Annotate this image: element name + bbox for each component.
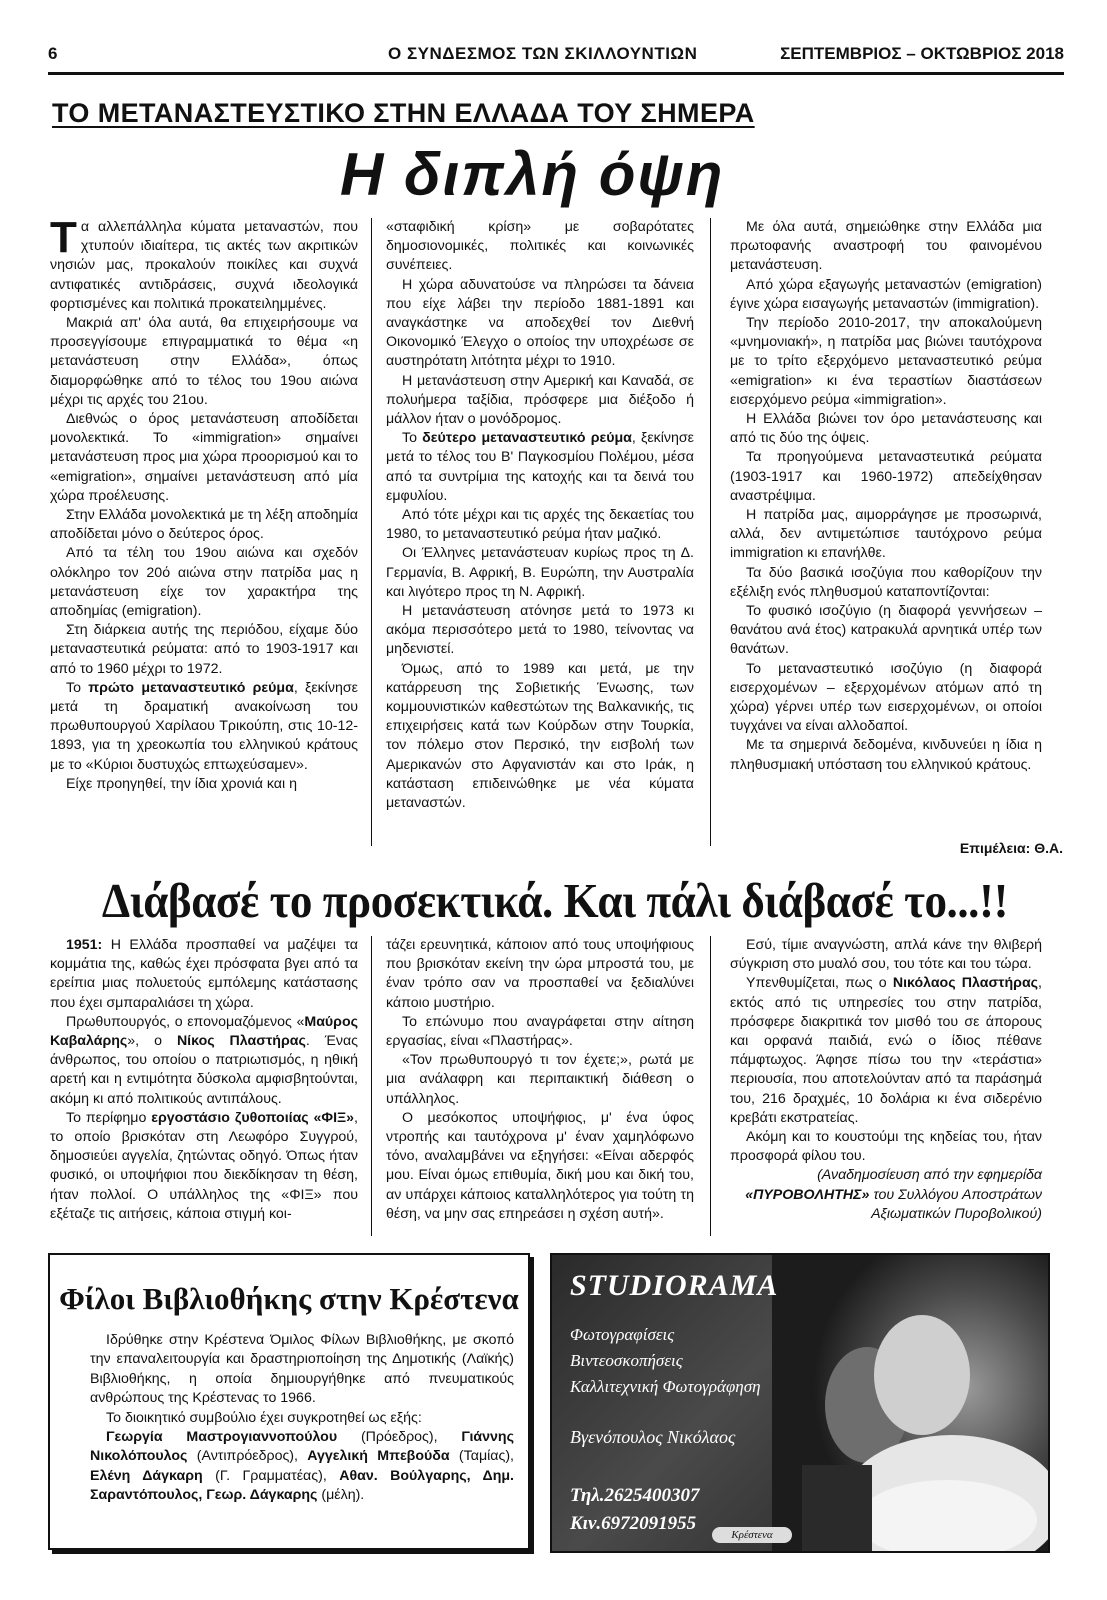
article2-column-2 [386,936,694,1224]
text: , το οποίο βρισκόταν στη Λεωφόρο Συγγρού, δημοσιεύει αγγελία, ζητώντας οδηγό. Όπως ήταν φυσικό, οι υποψήφιοι που διεκδίκησαν τη θέση, ήταν πολλοί. Ο υπάλληλος της «ΦΙΞ» που εξέταζε τις αιτήσεις, κάποια στιγμή κοι- [50,1109,358,1222]
paragraph: α αλλεπάλληλα κύματα μεταναστών, που χτυπούν ιδιαίτερα, τις ακτές των ακριτικών νησιών μας, προκαλούν ποικίλες και συχνά αντιφατικές αντιδράσεις, συχνά ιδεολογικά φορτισμένες και πολιτικά προκατειλημμένες. [50,219,358,312]
paragraph [50,679,358,775]
paragraph: Είχε προηγηθεί, την ίδια χρονιά και η [66,775,297,792]
text: Το περίφημο [66,1109,152,1126]
studiorama-advertisement [550,1253,1050,1553]
bold-text: Νικόλαος Πλαστήρας [892,975,1039,992]
article2-column-3 [730,936,1042,1224]
bold-text: Νίκος Πλαστήρας [176,1033,306,1050]
member-name: Ελένη Δάγκαρη [90,1467,203,1484]
paragraph: τάζει ερευνητικά, κάποιον από τους υποψήφιους που βρισκόταν εκείνη την ώρα μπροστά του, με έναν τρόπο σαν να προσπαθεί να ξεδιαλύνει κάποιο μυστήριο. [386,937,694,1011]
paragraph: Μακριά απ' όλα αυτά, θα επιχειρήσουμε να προσεγγίσουμε επιγραμματικά το θέμα «η μετανάστευση στην Ελλάδα», όπως διαμορφώθηκε από το τέλος του 19ου αιώνα μέχρι τις αρχές του 21ου. [50,315,358,408]
paragraph: Εσύ, τίμιε αναγνώστη, απλά κάνε την θλιβερή σύγκριση στο μυαλό σου, του τότε και του τώρα. [730,937,1042,973]
bold-text: Μαύρος Καβαλάρης [50,1013,358,1050]
paragraph: Από τα τέλη του 19ου αιώνα και σχεδόν ολόκληρο τον 20ό αιώνα στην πατρίδα μας η μετανάστευση είχε τον χαρακτήρα της αποδημίας (emigration). [50,545,358,620]
member-role: (Αντιπρόεδρος), [187,1448,308,1465]
text: Η Ελλάδα προσπαθεί να μαζέψει τα κομμάτια της, καθώς έχει πρόσφατα βγει από τα ερείπια μιας πολυετούς εμπόλεμης κατάστασης που έχει σμπαραλιάσει τη χώρα. [50,937,358,1011]
page-number: 6 [48,44,58,63]
text: , ξεκίνησε μετά το τέλος του Β' Παγκοσμίου Πολέμου, μέσα από τα συντρίμια της κατοχής και τα δεινά του εμφυλίου. [386,430,694,504]
paragraph: Το μεταναστευτικό ισοζύγιο (η διαφορά εισερχομένων – εξερχομένων ατόμων από τη χώρα) γέρνει υπέρ των εισερχομένων, οι οποίοι τυγχάνει να είναι αλλοδαποί. [730,660,1042,735]
article-title: Η διπλή όψη [340,141,725,208]
text: Πρωθυπουργός, ο επονομαζόμενος « [66,1013,305,1030]
paragraph: Ακόμη και το κουστούμι της κηδείας του, ήταν προσφορά φίλου του. [730,1129,1042,1165]
bold-text: 1951: [66,937,103,953]
paragraph: Ιδρύθηκε στην Κρέστενα Όμιλος Φίλων Βιβλιοθήκης, με σκοπό την επαναλειτουργία και δραστηριοποίηση της Δημοτικής (Λαϊκής) Βιβλιοθήκης, η οποία δημιουργήθηκε από πνευματικούς ανθρώπους της Κρέστενας το 1966. [90,1332,514,1407]
member-name: Αθαν. Βούλγαρης, Δημ. Σαραντόπουλος, Γεωρ. Δάγκαρης [90,1467,514,1504]
text: . Ένας άνθρωπος, του οποίου ο πατριωτισμός, η ηθική αρετή και η εντιμότητα δύσκολα αμφισβητούνται, ακόμη κι από πολιτικούς αντιπάλους. [50,1033,358,1107]
paragraph: Με τα σημερινά δεδομένα, κινδυνεύει η ίδια η πληθυσμιακή υπόσταση του ελληνικού κράτους. [730,737,1042,773]
article1-column-3 [730,218,1042,775]
bold-text: εργοστάσιο ζυθοποιίας «ΦΙΞ» [151,1109,355,1126]
issue-date: ΣΕΠΤΕΜΒΡΙΟΣ – ΟΚΤΩΒΡΙΟΣ 2018 [780,44,1064,63]
owner-name: Βγενόπουλος Νικόλαος [570,1427,736,1447]
column-divider [371,218,372,846]
text: του Συλλόγου Αποστράτων Αξιωματικών Πυροβολικού) [869,1186,1042,1222]
member-name: Αγγελική Μπεβούδα [307,1448,450,1465]
article-kicker: ΤΟ ΜΕΤΑΝΑΣΤΕΥΣΤΙΚΟ ΣΤΗΝ ΕΛΛΑΔΑ ΤΟΥ ΣΗΜΕΡΑ [52,98,755,128]
member-role: (Πρόεδρος), [337,1429,462,1446]
text: Το [66,679,89,696]
paragraph [50,1109,358,1224]
paragraph [50,936,358,1013]
paragraph: Η πατρίδα μας, αιμορράγησε με προσωρινά, αλλά, δεν αντιμετώπισε ταυτόχρονο ρεύμα immigration κι επανήλθε. [730,507,1042,562]
paragraph: Το διοικητικό συμβούλιο έχει συγκροτηθεί ως εξής: [106,1409,422,1426]
member-name: Γιάννης Νικολόπουλος [90,1429,514,1465]
paragraph: Με όλα αυτά, σημειώθηκε στην Ελλάδα μια πρωτοφανής αναστροφή του φαινομένου μετανάστευση. [730,219,1042,274]
paragraph: Το φυσικό ισοζύγιο (η διαφορά γεννήσεων – θανάτου ανά έτος) κατρακυλά αρνητικά υπέρ των θανάτων. [730,603,1042,658]
paragraph [386,429,694,506]
paragraph: Η μετανάστευση ατόνησε μετά το 1973 κι ακόμα περισσότερο μετά το 1980, τείνοντας να μηδενιστεί. [386,603,694,658]
text: Το [402,430,423,447]
paragraph: «σταφιδική κρίση» με σοβαρότατες δημοσιονομικές, πολιτικές και κοινωνικές συνέπειες. [386,219,694,274]
bold-text: δεύτερο μεταναστευτικό ρεύμα [422,430,632,447]
paragraph: Από τότε μέχρι και τις αρχές της δεκαετίας του 1980, το μεταναστευτικό ρεύμα ήταν μαζικό. [386,507,694,543]
library-box-title: Φίλοι Βιβλιοθήκης στην Κρέστενα [59,1281,519,1316]
member-role: (Γ. Γραμματέας), [202,1467,340,1484]
library-announcement-box [48,1253,530,1550]
paragraph: Στη διάρκεια αυτής της περιόδου, είχαμε δύο μεταναστευτικά ρεύματα: από το 1903-1917 και από το 1960 μέχρι το 1972. [50,622,358,677]
page-header [48,42,1064,75]
bold-text: πρώτο μεταναστευτικό ρεύμα [88,679,294,696]
location-badge: Κρέστενα [712,1527,792,1543]
paragraph: «Τον πρωθυπουργό τι τον έχετε;», ρωτά με μια ανάλαφρη και περιπαικτική διάθεση ο υπάλληλος. [386,1052,694,1107]
mobile-number: Κιν.6972091955 [570,1513,697,1534]
paragraph: Η χώρα αδυνατούσε να πληρώσει τα δάνεια που είχε λάβει την περίοδο 1881-1891 και αναγκάστηκε να αποδεχθεί τον Διεθνή Οικονομικό Έλεγχο ο οποίος την υποχρέωσε σε αυστηρότατη λιτότητα μέχρι το 1910. [386,276,694,370]
paragraph [50,1013,358,1109]
paragraph: Τα δύο βασικά ισοζύγια που καθορίζουν την εξέλιξη ενός πληθυσμού καταποντίζονται: [730,564,1042,600]
service-item: Καλλιτεχνική Φωτογράφηση [570,1377,761,1396]
library-box-body [90,1331,514,1506]
phone-number: Τηλ.2625400307 [570,1485,700,1506]
member-role: (μέλη). [317,1487,365,1504]
masthead: Ο ΣΥΝΔΕΣΜΟΣ ΤΩΝ ΣΚΙΛΛΟΥΝΤΙΩΝ [388,44,698,63]
service-item: Βιντεοσκοπήσεις [570,1351,683,1370]
text: , ξεκίνησε μετά τη δραματική ανακοίνωση του πρωθυπουργού Χαρίλαου Τρικούπη, στις 10-12-1893, για τη χρεοκωπία του ελληνικού κράτους με το «Κύριοι δυστυχώς επτωχεύσαμεν». [50,679,358,773]
paragraph: Όμως, από το 1989 και μετά, με την κατάρρευση της Σοβιετικής Ένωσης, των κομμουνιστικών καθεστώτων της Βαλκανικής, τις επιχειρήσεις κατά των Κούρδων στην Τουρκία, τον πόλεμο στον Περσικό, την εισβολή των Αμερικανών στο Αφγανιστάν και στο Ιράκ, η κατάσταση επιδεινώθηκε με νέα κύματα μεταναστών. [386,660,694,812]
paragraph: Η Ελλάδα βιώνει τον όρο μετανάστευσης και από τις δύο της όψεις. [730,411,1042,447]
member-role: (Ταμίας), [449,1448,514,1465]
paragraph: Στην Ελλάδα μονολεκτικά με τη λέξη αποδημία αποδίδεται μόνο ο δεύτερος όρος. [50,507,358,543]
service-item: Φωτογραφίσεις [570,1325,675,1344]
text: », ο [127,1033,177,1050]
article2-column-1 [50,936,358,1224]
board-members [90,1428,514,1506]
column-divider [371,936,372,1236]
article-signature: Επιμέλεια: Θ.Α. [959,840,1063,856]
column-divider [710,218,711,846]
paragraph: Η μετανάστευση στην Αμερική και Καναδά, σε πολυήμερα ταξίδια, πρόσφερε μια διέξοδο ή μάλλον ήταν ο μονόδρομος. [386,372,694,428]
article1-column-1 [50,213,358,794]
paragraph: Ο μεσόκοπος υποψήφιος, μ' ένα ύφος ντροπής και ταυτόχρονα μ' έναν χαμηλόφωνο τόνο, αναλαμβάνει να εξηγήσει: «Είναι αδερφός μου. Είναι όμως επιθυμία, δική μου και δική του, αν υπάρχει κάποιος καταλληλότερος για τούτη τη θέση, να μην σας επηρεάσει η σχέση αυτή». [386,1109,694,1222]
paragraph: Την περίοδο 2010-2017, την αποκαλούμενη «μνημονιακή», η πατρίδα μας βιώνει ταυτόχρονα με το τρίτο εξερχόμενο μεταναστευτικό ρεύμα «emigration» κι ένα τεραστίων διαστάσεων εισερχόμενο ρεύμα «immigration». [730,315,1042,408]
paragraph [730,974,1042,1128]
paragraph: Από χώρα εξαγωγής μεταναστών (emigration) έγινε χώρα εισαγωγής μεταναστών (immigration). [730,276,1042,312]
member-name: Γεωργία Μαστρογιαννοπούλου [106,1429,338,1446]
paragraph: Διεθνώς ο όρος μετανάστευση αποδίδεται μονολεκτικά. Το «immigration» σημαίνει μετανάστευση προς μια χώρα προορισμού και το «emigration», σημαίνει μετανάστευση από μία χώρα προέλευσης. [50,411,358,504]
column-divider [710,936,711,1236]
article2-title: Διάβασέ το προσεκτικά. Και πάλι διάβασέ το...!! [101,873,1009,928]
bold-text: «ΠΥΡΟΒΟΛΗΤΗΣ» [745,1186,870,1203]
paragraph: Το επώνυμο που αναγράφεται στην αίτηση εργασίας, είναι «Πλαστήρας». [386,1013,694,1050]
source-note [730,1166,1042,1224]
text: , εκτός από τις υπηρεσίες του στην πατρίδα, πρόσφερε διακριτικά τον μισθό του σε άπορους και ορφανά παιδιά, ενώ ο ίδιος πέθανε πάμφτωχος. Άφησε πίσω του την «τεράστια» περιουσία, που αποτελούνταν από τα παράσημά του, 216 δραχμές, 10 δολάρια κι ένα σιδερένιο κρεβάτι εκστρατείας. [730,975,1042,1126]
paragraph: Οι Έλληνες μετανάστευαν κυρίως προς τη Δ. Γερμανία, Β. Αφρική, Β. Ευρώπη, την Αυστραλία και λιγότερο προς τη Ν. Αφρική. [386,545,694,600]
brand-name: STUDIORAMA [570,1269,779,1302]
text: (Αναδημοσίευση από την εφημερίδα [817,1167,1042,1184]
paragraph: Τα προηγούμενα μεταναστευτικά ρεύματα (1903-1917 και 1960-1972) απεδείχθησαν αναστρέψιμα. [730,449,1042,504]
article1-column-2 [386,218,694,813]
drop-cap: Τ [50,213,77,262]
text: Υπενθυμίζεται, πως ο [746,975,893,992]
